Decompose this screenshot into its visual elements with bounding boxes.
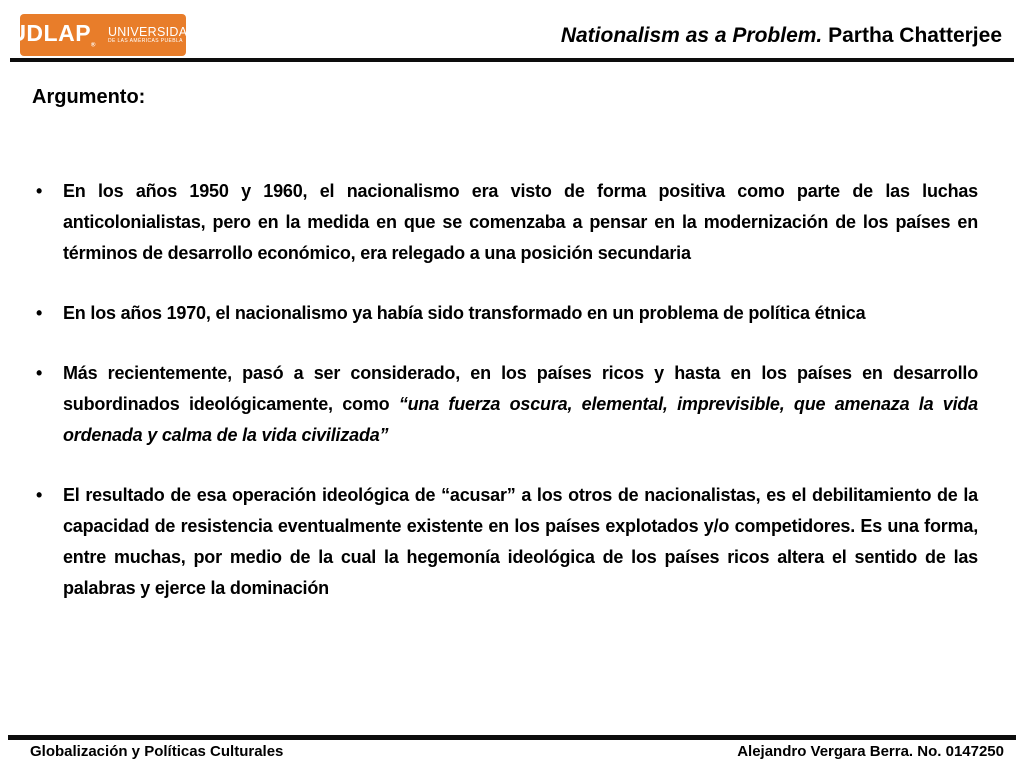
bullet-marker: • (36, 485, 43, 505)
header-rule (10, 58, 1014, 62)
footer-rule (8, 735, 1016, 740)
slide-title (561, 24, 1002, 48)
footer-author: Alejandro Vergara Berra. No. 0147250 (737, 743, 1004, 760)
slide-title-author: Partha Chatterjee (822, 24, 1002, 47)
bullet-text: En los años 1950 y 1960, el nacionalismo era visto de forma positiva como parte de las luchas anticolonialistas, pero en la medida en que se comenzaba a pensar en la modernización de los países en términos de desarrollo económico, era relegado a una posición secundaria (63, 181, 978, 263)
registered-mark: ® (91, 42, 96, 49)
bullet-marker: • (36, 303, 43, 323)
bullet-item (36, 358, 978, 451)
udlap-logo (9, 14, 197, 56)
bullet-text: Más recientemente, pasó a ser considerado, en los países ricos y hasta en los países en desarrollo subordinados ideológicamente, como “una fuerza oscura, elemental, imprevisible, que amenaza la vida ordenada y calma de la vida civilizada” (63, 363, 978, 445)
bullet-text: En los años 1970, el nacionalismo ya había sido transformado en un problema de política étnica (63, 303, 866, 323)
logo-brand-text: $UDLAP_®$ (9, 19, 96, 49)
slide-title-book: Nationalism as a Problem. (560, 24, 823, 47)
argument-heading: Argumento: (32, 86, 146, 108)
bullet-text: El resultado de esa operación ideológica de “acusar” a los otros de nacionalistas, es el debilitamiento de la capacidad de resistencia eventualmente existente en los países explotados y/o competidores. Es una forma, entre muchas, por medio de la cual la hegemonía ideológica de los países ricos altera el sentido de las palabras y ejerce la dominación (63, 485, 978, 598)
logo-university-name (108, 26, 197, 45)
bullet-marker: • (36, 181, 43, 201)
bullet-marker: • (36, 363, 43, 383)
bullet-item (36, 176, 978, 269)
bullet-item (36, 298, 978, 329)
bullet-list (36, 176, 978, 633)
bullet-item (36, 480, 978, 604)
logo-university-line1: UNIVERSIDAD (107, 24, 197, 39)
footer-course: Globalización y Políticas Culturales (30, 743, 284, 760)
logo-university-line2: DE LAS AMÉRICAS PUEBLA (107, 38, 183, 45)
